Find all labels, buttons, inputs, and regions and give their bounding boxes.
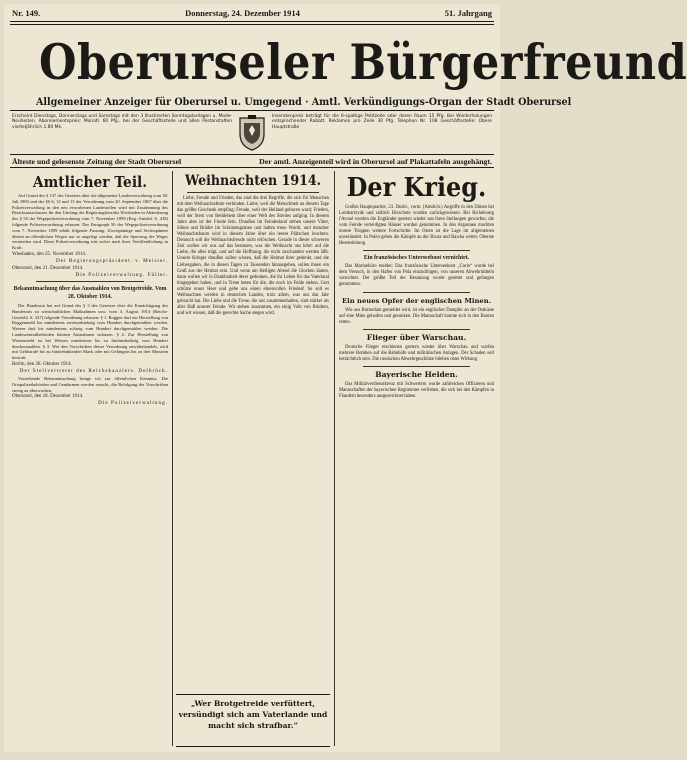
subscription-info: Erscheint Dienstags, Donnerstags und Samstags mit den 3 Illustrierten Sonntagsbeilagen u. Mode-Neuheiten. Abonnementspreis: Monatl. 60 Pfg., bei der Geschäftsstelle und allen Postanstalten vierteljährlich 1.80 Mk. [12, 114, 232, 130]
christmas-article-text: Liebe, Freude und Frieden, das sind die drei Begriffe, die sich für Menschen mit dem Weihnachtsfeste verbinden. Liebe, weil die Menschheit an diesem Tage das größte Geschenk empfing; Freude, weil der Heiland geboren ward; Frieden, weil der Stern von Bethlehem über einer Welt des Streites aufging. In diesem Jahre aber ist der Friede fern. Draußen im Feindesland stehen unsere Väter, Söhne und Brüder im Schützengraben und halten treue Wacht, und mancher Weihnachtsbaum wird in diesem Jahre über ein leeres Plätzchen leuchten. Dennoch soll die Weihnachtsfreude nicht erlöschen. Gerade in dieser schweren Zeit wollen wir uns auf das besinnen, was die Weihnacht uns lehrt: auf die Liebe, die alles trägt, und auf die Hoffnung, die nicht zuschanden werden läßt. Unsere Krieger draußen sollen wissen, daß die Heimat ihrer gedenkt, und die Liebesgaben, die in diesen Tagen zu Tausenden hinausgehen, sollen ihnen ein Gruß aus der Heimat sein. Und wenn am Heiligen Abend die Glocken läuten, dann wollen wir in Dankbarkeit derer gedenken, die ihr Leben für das Vaterland hingegeben haben, und in Treue beten für die, die noch im Felde stehen. Gott schütze unser Heer und gebe uns einen ehrenvollen Frieden! So soll es Weihnachten werden in deutschen Landen, trotz allem, was uns das Jahr gebracht hat. Die Liebe und die Treue, die uns zusammenhalten, sind stärker als aller Haß unserer Feinde. Wir stehen zusammen, ein einig Volk von Brüdern, und wir wissen, daß die gerechte Sache siegen wird. [177, 196, 329, 316]
mines-text: Wie aus Rotterdam gemeldet wird, ist ein englischer Dampfer an der Ostküste auf eine Mine gelaufen und gesunken. Die Mannschaft konnte sich in den Booten retten. [339, 307, 494, 325]
masthead-topline [12, 8, 492, 18]
warsaw-text: Deutsche Flieger erschienen gestern wieder über Warschau und warfen mehrere Bomben auf die Bahnhöfe und militärischen Anlagen. Der Schaden soll beträchtlich sein. Die russischen Abwehrgeschütze blieben ohne Wirkung. [339, 344, 494, 362]
war-heading: Der Krieg. [346, 173, 487, 203]
newspaper-subtitle: Allgemeiner Anzeiger für Oberursel u. Umgegend · Amtl. Verkündigungs-Organ der Stadt Oberursel [36, 96, 572, 108]
tagline-right: Der amtl. Anzeigenteil wird in Oberursel auf Plakattafeln ausgehängt. [259, 157, 492, 166]
police-signature: Die Polizeiverwaltung. Füller. [75, 271, 168, 278]
divider [187, 192, 319, 193]
warsaw-heading: Flieger über Warschau. [366, 332, 467, 342]
header-bottom-rule [10, 167, 494, 168]
divider [363, 329, 470, 330]
newspaper-page [4, 4, 687, 752]
masthead-tagline [12, 157, 492, 166]
mines-heading: Ein neues Opfer der englischen Minen. [341, 296, 492, 305]
city-crest-icon [237, 114, 267, 152]
grain-notice-signature: Der Stellvertreter des Reichskanzlers. Delbrück. [19, 367, 168, 374]
police-dateline: Oberursel, den 21. Dezember 1914. [12, 265, 84, 271]
column-official-notices [12, 171, 168, 746]
publication-dateline: Oberursel, den 18. Dezember 1914. [12, 394, 84, 400]
info-rule [10, 154, 494, 155]
submarine-text: Das Marinebüro meldet: Das französische Unterseeboot „Curie“ wurde bei dem Versuch, in den Hafen von Pola einzudringen, von unseren Abwehrmitteln vernichtet. Der größte Teil der Besatzung wurde gerettet und gefangen genommen. [339, 264, 494, 288]
publication-signature: Die Polizeiverwaltung. [98, 400, 168, 407]
ordinance-signature: Der Regierungspräsident. v. Meister. [55, 257, 168, 264]
column-divider-right [334, 171, 335, 746]
column-christmas [177, 171, 329, 691]
issue-date: Donnerstag, 24. Dezember 1914 [185, 8, 300, 18]
subtitle-rule [10, 110, 494, 111]
grain-warning-box: „Wer Brotgetreide verfüttert, versündigt sich am Vaterlande und macht sich strafbar.“ [176, 694, 330, 747]
bavarian-heading: Bayerische Helden. [375, 369, 458, 379]
column-war-news [339, 171, 494, 746]
tagline-left: Älteste und gelesenste Zeitung der Stadt Oberursel [12, 157, 182, 166]
top-rule-thin [10, 24, 494, 25]
newspaper-title: Oberurseler Bürgerfreund [39, 33, 687, 91]
volume-number: 51. Jahrgang [444, 8, 492, 18]
divider [363, 292, 470, 293]
column-divider-left [172, 171, 173, 746]
submarine-heading: Ein französisches Unterseeboot vernichtet. [363, 255, 470, 262]
grain-notice-heading: Bekanntmachung über das Ausmahlen von Brotgetreide. Vom 28. Oktober 1914. [13, 285, 167, 300]
bavarian-text: Das Militärverdienstkreuz mit Schwertern wurde zahlreichen Offizieren und Mannschaften der bayerischen Regimenter verliehen, die sich bei den Kämpfen in Flandern besonders ausgezeichnet haben. [339, 381, 494, 399]
divider [363, 250, 470, 251]
issue-number: Nr. 149. [12, 8, 41, 18]
grain-notice-text: Der Bundesrat hat auf Grund des § 3 des Gesetzes über die Ermächtigung des Bundesrats zu wirtschaftlichen Maßnahmen usw. vom 4. August 1914 (Reichs-Gesetzbl. S. 327) folgende Verordnung erlassen: § 1. Roggen darf zur Herstellung von Roggenmehl bis mindestens zweiundsiebzig vom Hundert durchgemahlen werden. Weizen darf bis mindestens achtzig vom Hundert durchgemahlen werden. Die Landeszentralbehörden können Ausnahmen zulassen. § 2. Zur Herstellung von Weizenmehl ist bei Weizen mindestens bis zu fünfundsiebzig vom Hundert durchzumahlen. § 3. Wer den Vorschriften dieser Verordnung zuwiderhandelt, wird mit Geldstrafe bis zu fünfzehnhundert Mark oder mit Gefängnis bis zu drei Monaten bestraft. [12, 302, 168, 361]
grain-notice-dateline: Berlin, den 28. Oktober 1914. [12, 361, 72, 367]
divider [36, 281, 144, 282]
divider [363, 366, 470, 367]
christmas-heading: Weihnachten 1914. [184, 173, 322, 189]
publication-note-text: Vorstehende Bekanntmachung bringe ich zur öffentlichen Kenntnis. Die Ortspolizeibehörden und Gendarmen werden ersucht, die Befolgung der Vorschriften streng zu überwachen. [12, 375, 168, 393]
top-rule [10, 21, 494, 22]
advertising-info: Inseratenpreis beträgt für die 6-spaltige Petitzeile oder deren Raum 15 Pfg. Bei Wiederholungen entsprechender Rabatt. Reklamen pro Zeile 30 Pfg. Telephon Nr. 108 Geschäftsstelle: Obere Hauptstraße [272, 114, 492, 130]
ordinance-text: Auf Grund des § 137 des Gesetzes über die allgemeine Landesverwaltung vom 30. Juli 1883 und der §§ 6, 12 und 15 der Verordnung vom 20. September 1867 über die Polizeiverwaltung in den neu erworbenen Landesteilen wird mit Zustimmung des Bezirksausschusses für den Umfang des Regierungsbezirks Wiesbaden in Abänderung des § 50 der Wegepolizeiverordnung vom 7. November 1899 (Reg.-Amtsbl. S. 418) folgende Polizeiverordnung erlassen: Der Paragraph 50 der Wegepolizeiverordnung vom 7. November 1899 erhält folgende Fassung: Zweispännige und Sechsspänner dürfen an öffentlichen Wegen nur so angelegt werden, daß die Sperrung des Weges vermieden wird. Diese Polizeiverordnung tritt sofort nach ihrer Veröffentlichung in Kraft. [12, 193, 168, 251]
war-report-text: Großes Hauptquartier, 23. Dezbr., vorm. (Amtlich.) Angriffe in den Dünen bei Lombartzyde und südlich Bixschote wurden zurückgewiesen. Bei Richebourg l'Avoué wurden die Engländer gestern wieder aus ihren Stellungen geworfen; die vom Feinde verteidigten Häuser wurden genommen. In den Argonnen machten unsere Truppen weitere Fortschritte. Im Osten ist die Lage im allgemeinen unverändert. In Polen gehen die Kämpfe an der Bzura und Rawka weiter. Oberste Heeresleitung. [339, 205, 494, 247]
official-section-heading: Amtlicher Teil. [32, 173, 148, 191]
ordinance-dateline: Wiesbaden, den 25. November 1914. [12, 251, 87, 257]
